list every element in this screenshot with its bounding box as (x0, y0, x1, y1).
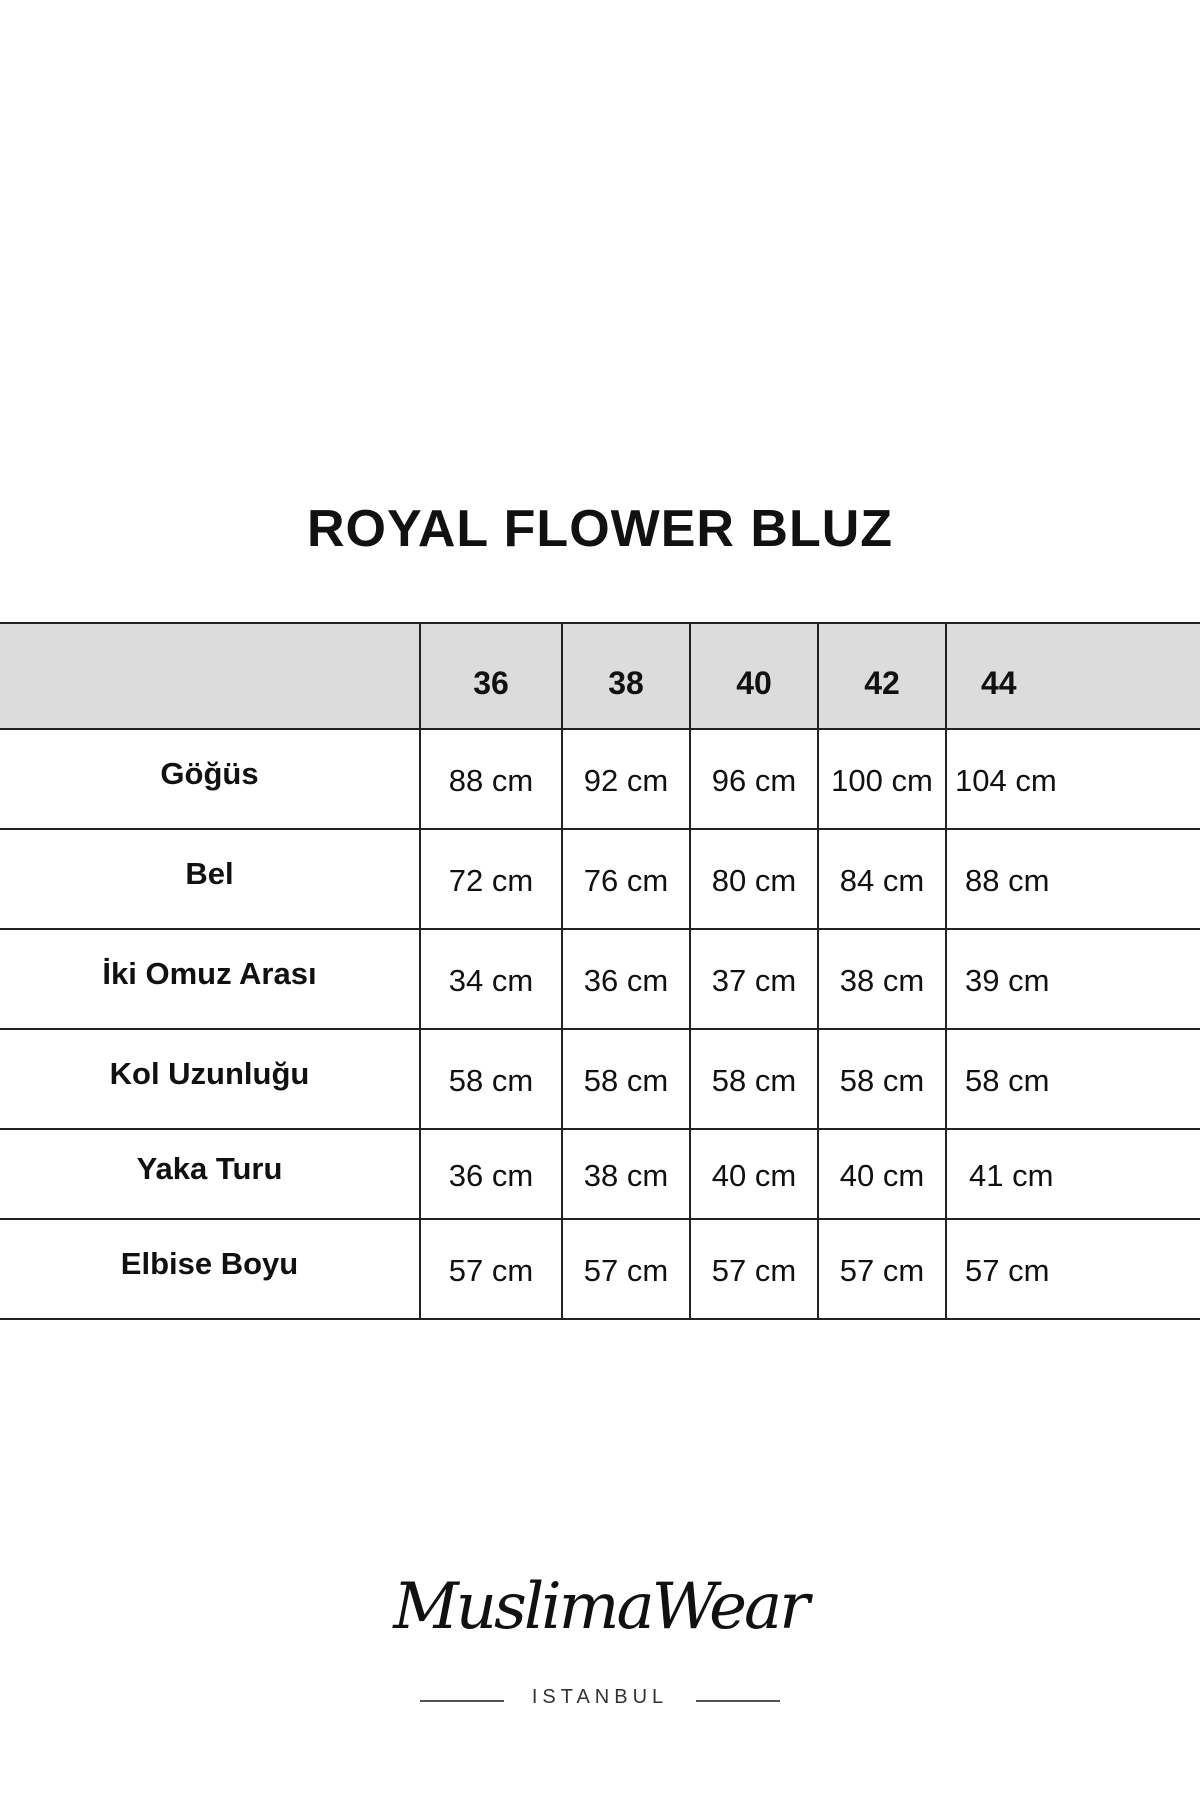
brand-logo-script: MuslimaWear (393, 1570, 807, 1644)
value-cell: 40 cm (818, 1129, 946, 1219)
row-label: Bel (0, 829, 420, 929)
value-cell: 37 cm (690, 929, 818, 1029)
value-cell: 57 cm (818, 1219, 946, 1319)
value-cell: 41 cm (946, 1129, 1200, 1219)
brand-logo (370, 1570, 830, 1740)
value-cell: 80 cm (690, 829, 818, 929)
value-cell: 100 cm (818, 729, 946, 829)
table-row (0, 1029, 1200, 1129)
chart-title: ROYAL FLOWER BLUZ (306, 500, 894, 558)
value-cell: 84 cm (818, 829, 946, 929)
row-label: Elbise Boyu (0, 1219, 420, 1319)
value-cell: 58 cm (946, 1029, 1200, 1129)
value-cell: 40 cm (690, 1129, 818, 1219)
value-cell: 88 cm (420, 729, 562, 829)
value-cell: 58 cm (420, 1029, 562, 1129)
size-header-36: 36 (420, 623, 562, 729)
brand-logo-city: ISTANBUL (531, 1686, 669, 1708)
header-corner-cell (0, 623, 420, 729)
value-cell: 58 cm (690, 1029, 818, 1129)
table-row (0, 929, 1200, 1029)
value-cell: 36 cm (562, 929, 690, 1029)
value-cell: 34 cm (420, 929, 562, 1029)
table-row (0, 1129, 1200, 1219)
size-chart-table (0, 622, 1200, 1320)
table-row (0, 1219, 1200, 1319)
row-label: Yaka Turu (0, 1129, 420, 1219)
value-cell: 104 cm (946, 729, 1200, 829)
value-cell: 58 cm (562, 1029, 690, 1129)
value-cell: 39 cm (946, 929, 1200, 1029)
value-cell: 38 cm (562, 1129, 690, 1219)
value-cell: 88 cm (946, 829, 1200, 929)
size-header-44: 44 (946, 623, 1200, 729)
row-label: İki Omuz Arası (0, 929, 420, 1029)
size-header-42: 42 (818, 623, 946, 729)
size-header-row (0, 623, 1200, 729)
value-cell: 57 cm (946, 1219, 1200, 1319)
value-cell: 96 cm (690, 729, 818, 829)
value-cell: 57 cm (562, 1219, 690, 1319)
table-row (0, 729, 1200, 829)
value-cell: 57 cm (420, 1219, 562, 1319)
row-label: Göğüs (0, 729, 420, 829)
value-cell: 58 cm (818, 1029, 946, 1129)
value-cell: 57 cm (690, 1219, 818, 1319)
brand-logo-subtitle (370, 1686, 830, 1716)
logo-divider-right (696, 1700, 780, 1702)
table-row (0, 829, 1200, 929)
value-cell: 76 cm (562, 829, 690, 929)
value-cell: 92 cm (562, 729, 690, 829)
value-cell: 72 cm (420, 829, 562, 929)
value-cell: 36 cm (420, 1129, 562, 1219)
row-label: Kol Uzunluğu (0, 1029, 420, 1129)
value-cell: 38 cm (818, 929, 946, 1029)
size-header-38: 38 (562, 623, 690, 729)
size-header-40: 40 (690, 623, 818, 729)
